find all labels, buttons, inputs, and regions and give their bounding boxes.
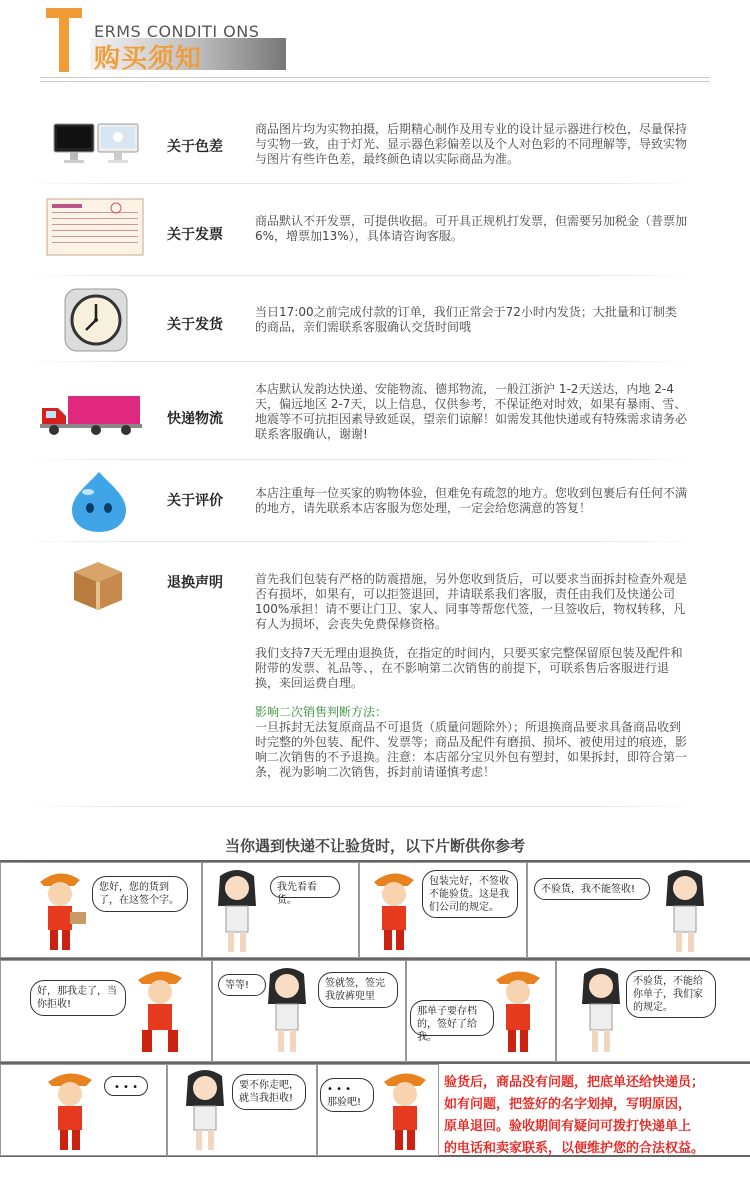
section-logistics <box>0 364 750 459</box>
speech-bubble: 那单子要存档的，签好了给我。 <box>410 1000 494 1036</box>
comic-panel <box>527 862 750 958</box>
header-divider <box>40 77 710 82</box>
header-title-cn: 购买须知 <box>94 44 203 74</box>
section-title: 关于色差 <box>167 139 223 155</box>
chat-drop-icon <box>68 470 130 534</box>
comic-warning-text: 验货后，商品没有问题，把底单还给快递员； 如有问题，把签好的名字划掉，写明原因， 原单退回。验收期间有疑问可拨打快递单上 的电话和卖家联系，以便维护您的合法权益。 <box>444 1075 705 1156</box>
row-divider <box>22 183 698 184</box>
courier-character-icon <box>128 964 192 1056</box>
courier-character-icon <box>488 964 548 1056</box>
buyer-girl-icon <box>576 964 626 1056</box>
comic-title: 当你遇到快递不让验货时，以下片断供你参考 <box>224 837 525 855</box>
invoice-icon <box>46 198 144 256</box>
section-returns <box>0 544 750 806</box>
section-shipping <box>0 278 750 360</box>
section-title: 关于发票 <box>167 227 223 243</box>
speech-bubble: • • • <box>104 1076 148 1096</box>
courier-character-icon <box>40 1066 100 1152</box>
section-title: 快递物流 <box>167 411 223 427</box>
section-invoice <box>0 186 750 276</box>
row-divider <box>22 541 698 542</box>
truck-icon <box>38 394 144 436</box>
speech-bubble: 签就签，签完我放裤兜里 <box>318 972 398 1008</box>
courier-character-icon <box>376 1066 434 1152</box>
monitor-icon <box>52 122 142 166</box>
speech-bubble: • • • 那验吧! <box>320 1078 374 1112</box>
speech-bubble: 要不你走吧，就当我拒收! <box>232 1074 306 1110</box>
speech-bubble: 我先看看货。 <box>270 876 340 898</box>
speech-bubble: 好，那我走了，当你拒收! <box>30 980 126 1016</box>
box-icon <box>70 558 126 612</box>
section-text: 商品默认不开发票，可提供收据。可开具正规机打发票，但需要另加税金（普票加6%，增票加13%），具体请咨询客服。 <box>255 214 688 243</box>
speech-bubble: 等等! <box>218 974 266 996</box>
section-text: 商品图片均为实物拍摄，后期精心制作及用专业的设计显示器进行校色，尽量保持与实物一致，由于灯光、显示器色彩偏差以及个人对色彩的不同理解等，导致实物与图片有些许色差，最终颜色请以实际商品为准。 <box>255 122 688 166</box>
header-title-en: ERMS CONDITI ONS <box>94 22 260 41</box>
section-title: 关于评价 <box>167 493 223 509</box>
row-divider <box>22 806 698 807</box>
buyer-girl-icon <box>660 866 710 954</box>
section-text: 当日17:00之前完成付款的订单，我们正常会于72小时内发货；大批量和订制类的商品，亲们需联系客服确认交货时间哦 <box>255 305 677 334</box>
row-divider <box>22 275 698 276</box>
speech-bubble: 不验货，我不能签收! <box>534 878 650 900</box>
section-color-difference <box>0 100 750 180</box>
section-text: 本店默认发韵达快递、安能物流、德邦物流，一般江浙沪 1-2天送达，内地 2-4天，偏远地区 2-7天，以上信息，仅供参考，不保证绝对时效，如果有暴雨、雪、地震等不可抗拒因素导致延误，望亲们谅解！如需发其他快递或有特殊需求请务必联系客服确认，谢谢! <box>255 382 688 441</box>
courier-character-icon <box>30 866 90 954</box>
speech-bubble: 包装完好，不签收不能验货。这是我们公司的规定。 <box>422 870 518 918</box>
section-subtext: 一旦拆封无法复原商品不可退货（质量问题除外）；所退换商品要求具备商品收到时完整的外包装、配件、发票等；商品及配件有磨损、损坏、被使用过的痕迹，影响二次销售的不予退换。注意：本店部分宝贝外包有塑封，如果拆封，即符合第一条，视为影响二次销售，拆封前请谨慎考虑！ <box>255 720 688 779</box>
row-divider <box>22 459 698 460</box>
courier-character-icon <box>366 866 422 954</box>
section-title: 退换声明 <box>167 575 223 591</box>
buyer-girl-icon <box>180 1066 230 1152</box>
speech-bubble: 不验货，不能给你单子，我们家的规定。 <box>626 970 716 1018</box>
section-review <box>0 462 750 542</box>
speech-bubble: 您好，您的货到了，在这签个字。 <box>92 876 188 912</box>
header-big-t-letter <box>46 8 82 72</box>
section-title: 关于发货 <box>167 317 223 333</box>
buyer-girl-icon <box>262 964 312 1056</box>
section-text: 本店注重每一位买家的购物体验，但难免有疏忽的地方。您收到包裹后有任何不满的地方，请先联系本店客服为您处理，一定会给您满意的答复！ <box>255 486 688 515</box>
section-subtitle: 影响二次销售判断方法： <box>255 705 388 719</box>
row-divider <box>22 361 698 362</box>
section-text: 首先我们包装有严格的防震措施，另外您收到货后，可以要求当面拆封检查外观是否有损坏，如果有，可以拒签退回，并请联系我们客服，责任由我们及快递公司100%承担！请不要让门卫、家人、同事等帮您代签，一旦签收后，物权转移，凡有人为损坏，会丧失免费保修资格。 我们支持7天无理由退换货，在指定的时间内，只要买家完整保留原包装及配件和附带的发票、礼品等、，在不影响第二次销售的前提下，可联系售后客服进行退换，来回运费自理。 影响二次销售判断方法： 一旦拆封无法复原商品不可退货（质量问题除外）；所退换商品要求具备商品收到时完整的外包装、配件、发票等；商品及配件有磨损、损坏、被使用过的痕迹，影响二次销售的不予退换。注意：本店部分宝贝外包有塑封，如果拆封，即符合第一条，视为影响二次销售，拆封前请谨慎考虑！ <box>255 572 688 779</box>
buyer-girl-icon <box>212 866 262 954</box>
clock-icon <box>64 288 128 352</box>
